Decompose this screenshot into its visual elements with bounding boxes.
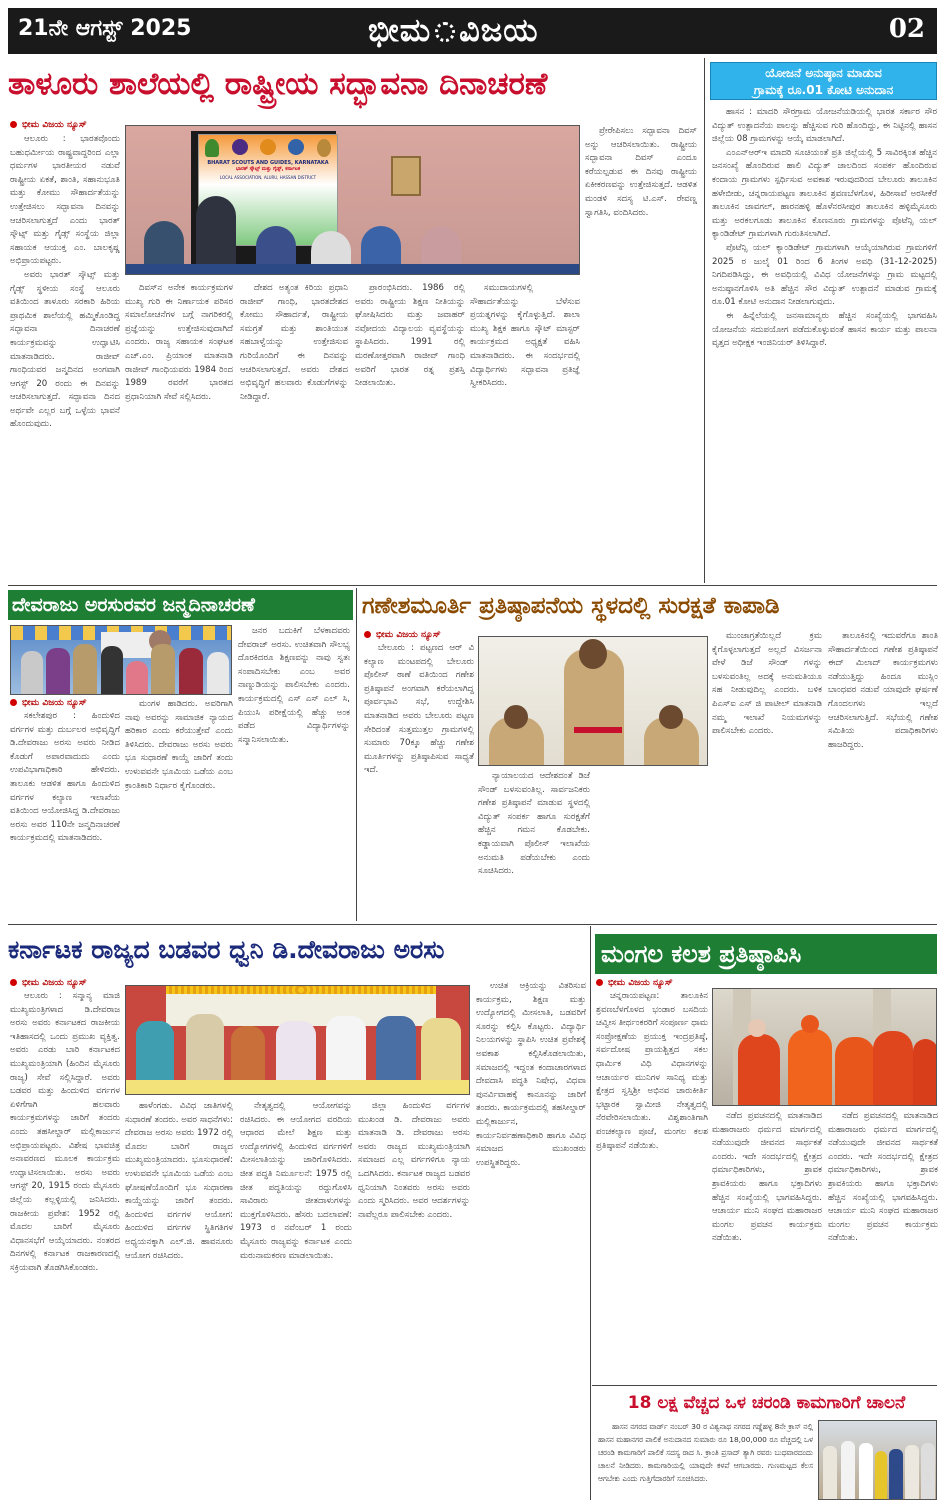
byline: ಭೀಮ ವಿಜಯ ನ್ಯೂಸ್ bbox=[10, 698, 120, 708]
photo-lamp-lighting bbox=[10, 625, 232, 695]
arasu-col-4: ಜಿಲ್ಲಾ ಹಿಂದುಳಿದ ವರ್ಗಗಳ ಮುಖಂಡ ಡಿ. ದೇವರಾಜು ಅವರು ಮಾತನಾಡಿ ಡಿ. ದೇವರಾಜು ಅರಸು ಅವರು ರಾಜ್ಯದ ಮುಖ್ಯಮಂತ್ರಿಯಾಗಿ ಸಮಾಜದ ಎಲ್ಲ ವರ್ಗಗಳಿಗೂ ನ್ಯಾಯ ಒದಗಿಸಿದರು. ಕರ್ನಾಟಕ ರಾಜ್ಯದ ಬಡವರ ಧ್ವನಿಯಾಗಿ ನಿಂತವರು ಅರಸು ಅವರು ಎಂದು ಸ್ಮರಿಸಿದರು. ಅವರ ಆದರ್ಶಗಳನ್ನು ನಾವೆಲ್ಲರೂ ಪಾಲಿಸಬೇಕು ಎಂದರು. bbox=[358, 1101, 470, 1220]
headline-charandi: 18 ಲಕ್ಷ ವೆಚ್ಚದ ಒಳ ಚರಂಡಿ ಕಾಮಗಾರಿಗೆ ಚಾಲನೆ bbox=[627, 1393, 906, 1413]
mangala-col-2: ನಡೆದ ಪ್ರವಚನದಲ್ಲಿ ಮಾತನಾಡಿದ ಮಹಾರಾಜರು ಧರ್ಮದ ಮಾರ್ಗದಲ್ಲಿ ನಡೆಯುವುದೇ ಜೀವನದ ಸಾರ್ಥಕತೆ ಎಂದರು. ಇದೇ ಸಂದರ್ಭದಲ್ಲಿ ಕ್ಷೇತ್ರದ ಧರ್ಮಾಧಿಕಾರಿಗಳು, ಶ್ರಾವಕ ಶ್ರಾವಕಿಯರು ಹಾಗೂ ಭಕ್ತಾದಿಗಳು ಹೆಚ್ಚಿನ ಸಂಖ್ಯೆಯಲ್ಲಿ ಭಾಗವಹಿಸಿದ್ದರು. ಆಚಾರ್ಯ ಮುನಿ ಸಂಘದ ಮಹಾರಾಜರ ಮಂಗಲ ಪ್ರವಚನ ಕಾರ್ಯಕ್ರಮ ನಡೆಯಿತು. bbox=[712, 1111, 822, 1244]
headline-mangala: ಮಂಗಲ ಕಲಶ ಪ್ರತಿಷ್ಠಾಪಿಸಿ bbox=[595, 934, 937, 974]
mangala-col-3: ನಡೆದ ಪ್ರವಚನದಲ್ಲಿ ಮಾತನಾಡಿದ ಮಹಾರಾಜರು ಧರ್ಮದ ಮಾರ್ಗದಲ್ಲಿ ನಡೆಯುವುದೇ ಜೀವನದ ಸಾರ್ಥಕತೆ ಎಂದರು. ಇದೇ ಸಂದರ್ಭದಲ್ಲಿ ಕ್ಷೇತ್ರದ ಧರ್ಮಾಧಿಕಾರಿಗಳು, ಶ್ರಾವಕ ಶ್ರಾವಕಿಯರು ಹಾಗೂ ಭಕ್ತಾದಿಗಳು ಹೆಚ್ಚಿನ ಸಂಖ್ಯೆಯಲ್ಲಿ ಭಾಗವಹಿಸಿದ್ದರು. ಆಚಾರ್ಯ ಮುನಿ ಸಂಘದ ಮಹಾರಾಜರ ಮಂಗಲ ಪ್ರವಚನ ಕಾರ್ಯಕ್ರಮ ನಡೆಯಿತು. bbox=[828, 1111, 938, 1244]
byline: ಭೀಮ ವಿಜಯ ನ್ಯೂಸ್ bbox=[364, 630, 474, 640]
taluru-col-4: ಪ್ರಾರಂಭಿಸಿದರು. 1986 ರಲ್ಲಿ ಅವರು ರಾಷ್ಟ್ರೀಯ ಶಿಕ್ಷಣ ನೀತಿಯನ್ನು ಘೋಷಿಸಿದರು ಮತ್ತು ಜವಾಹರ್ ನವೋದಯ ವಿದ್ಯಾಲಯ ವ್ಯವಸ್ಥೆಯನ್ನು ಸ್ಥಾಪಿಸಿದರು. 1991 ರಲ್ಲಿ ಮರಣೋತ್ತರವಾಗಿ ರಾಜೀವ್ ಗಾಂಧಿ ಅವರಿಗೆ ಭಾರತ ರತ್ನ ಪ್ರಶಸ್ತಿ ನೀಡಲಾಯಿತು. bbox=[355, 283, 465, 389]
title-right: ವಿಜಯ bbox=[459, 11, 539, 49]
ganesha-col-3: ಮುಂಜಾಗ್ರತೆಯಿಲ್ಲದೆ ಕ್ರಮ ಕೈಗೊಳ್ಳಲಾಗುತ್ತದೆ ಅಲ್ಲದೆ ವಿಸರ್ಜನಾ ವೇಳೆ ಡಿಜೆ ಸೌಂಡ್ ಗಳನ್ನು ಬಳಸುವಂತಿಲ್ಲ ಅದಕ್ಕೆ ಅನುಮತಿಯೂ ಸಹ ನೀಡುವುದಿಲ್ಲ ಎಂದರು. ಬಳಿಕ ಪಿಎಸ್‌ಐ ಎಸ್ ಜಿ ಪಾಟೀಲ್ ಮಾತನಾಡಿ ನಮ್ಮ ಇಲಾಖೆ ನಿಯಮಗಳನ್ನು ಪಾಲಿಸಬೇಕು ಎಂದರು. bbox=[712, 631, 822, 737]
newspaper-title bbox=[368, 11, 539, 50]
ganesha-col-2: ನ್ಯಾಯಾಲಯದ ಆದೇಶದಂತೆ ಡಿಜೆ ಸೌಂಡ್ ಬಳಸುವಂತಿಲ್ಲ. ಸಾರ್ವಜನಿಕರು ಗಣೇಶ ಪ್ರತಿಷ್ಠಾಪನೆ ಮಾಡುವ ಸ್ಥಳದಲ್ಲಿ ವಿದ್ಯುತ್ ಸಂಪರ್ಕ ಹಾಗೂ ಸುರಕ್ಷತೆಗೆ ಹೆಚ್ಚಿನ ಗಮನ ಕೊಡಬೇಕು. ಕಡ್ಡಾಯವಾಗಿ ಪೊಲೀಸ್ ಇಲಾಖೆಯ ಅನುಮತಿ ಪಡೆಯಬೇಕು ಎಂದು ಸೂಚಿಸಿದರು. bbox=[478, 771, 590, 877]
arasu-col-1: ಭೀಮ ವಿಜಯ ನ್ಯೂಸ್ ಆಲೂರು : ಸನ್ಮಾನ್ಯ ಮಾಜಿ ಮುಖ್ಯಮಂತ್ರಿಗಳಾದ ಡಿ.ದೇವರಾಜ ಅರಸು ಅವರು ಕರ್ನಾಟಕದ ರಾಜಕೀಯ ಇತಿಹಾಸದಲ್ಲಿ ಒಂದು ಪ್ರಮುಖ ವ್ಯಕ್ತಿತ್ವ. ಅವರು ಎರಡು ಬಾರಿ ಕರ್ನಾಟಕದ ಮುಖ್ಯಮಂತ್ರಿಯಾಗಿ (ಹಿಂದಿನ ಮೈಸೂರು ರಾಜ್ಯ) ಸೇವೆ ಸಲ್ಲಿಸಿದ್ದಾರೆ. ಅವರು ಬಡವರ ಮತ್ತು ಹಿಂದುಳಿದ ವರ್ಗಗಳ ಏಳಿಗೆಗಾಗಿ ಹಲವಾರು ಕಾರ್ಯಕ್ರಮಗಳನ್ನು ಜಾರಿಗೆ ತಂದರು ಎಂದು ತಹಸೀಲ್ದಾರ್ ಮಲ್ಲಿಕಾರ್ಜುನ ಅಭಿಪ್ರಾಯಪಟ್ಟರು. ವಿಶೇಷ ಭಾವಚಿತ್ರ ಅನಾವರಣದ ಮೂಲಕ ಕಾರ್ಯಕ್ರಮ ಉದ್ಘಾಟಿಸಲಾಯಿತು. ಅರಸು ಅವರು ಆಗಸ್ಟ್ 20, 1915 ರಂದು ಮೈಸೂರು ಜಿಲ್ಲೆಯ ಕಲ್ಲಳ್ಳಿಯಲ್ಲಿ ಜನಿಸಿದರು. ರಾಜಕೀಯ ಪ್ರವೇಶ: 1952 ರಲ್ಲಿ ಮೊದಲ ಬಾರಿಗೆ ಮೈಸೂರು ವಿಧಾನಸಭೆಗೆ ಆಯ್ಕೆಯಾದರು. ನಂತರದ ದಿನಗಳಲ್ಲಿ ಕರ್ನಾಟಕ ರಾಜಕಾರಣದಲ್ಲಿ ಸಕ್ರಿಯವಾಗಿ ತೊಡಗಿಸಿಕೊಂಡರು. bbox=[10, 978, 120, 1273]
arasu-col-5: ಉಚಿತ ಆಕ್ರಿಯನ್ನು ವಿತರಿಸುವ ಕಾರ್ಯಕ್ರಮ, ಶಿಕ್ಷಣ ಮತ್ತು ಉದ್ಯೋಗದಲ್ಲಿ ಮೀಸಲಾತಿ, ಬಡವರಿಗೆ ಸೂರನ್ನು ಕಲ್ಪಿಸಿ ಕೊಟ್ಟರು. ವಿದ್ಯಾರ್ಥಿ ನಿಲಯಗಳನ್ನು ಸ್ಥಾಪಿಸಿ ಉಚಿತ ಪ್ರವೇಶಕ್ಕೆ ಅವಕಾಶ ಕಲ್ಪಿಸಿಕೊಡಲಾಯಿತು, ಸಮಾಜದಲ್ಲಿ ಇದ್ದಂತ ಕಂದಾಚಾರಗಳಾದ ದೇವದಾಸಿ ಪದ್ಧತಿ ನಿಷೇಧ, ವಿಧವಾ ಪುನರ್ವಿವಾಹಕ್ಕೆ ಕಾನೂನನ್ನು ಜಾರಿಗೆ ತಂದರು. ಕಾರ್ಯಕ್ರಮದಲ್ಲಿ ತಹಸೀಲ್ದಾರ್ ಮಲ್ಲಿಕಾರ್ಜುನ, ಕಾರ್ಯನಿರ್ವಹಣಾಧಿಕಾರಿ ಹಾಗೂ ವಿವಿಧ ಸಮಾಜದ ಮುಖಂಡರು ಉಪಸ್ಥಿತರಿದ್ದರು. bbox=[476, 981, 586, 1168]
banner-text-kn: ಭಾರತ್ ಸ್ಕೌಟ್ಸ್ ಮತ್ತು ಗೈಡ್ಸ್, ಕರ್ನಾಟಕ bbox=[235, 166, 301, 172]
headline-yojane: ಯೋಜನೆ ಅನುಷ್ಠಾನ ಮಾಡುವ ಗ್ರಾಮಕ್ಕೆ ರೂ.01 ಕೋಟಿ ಅನುದಾನ bbox=[710, 62, 937, 100]
banner-text-en: BHARAT SCOUTS AND GUIDES, KARNATAKA bbox=[207, 160, 329, 166]
byline: ಭೀಮ ವಿಜಯ ನ್ಯೂಸ್ bbox=[10, 120, 120, 130]
headline-ganesha: ಗಣೇಶಮೂರ್ತಿ ಪ್ರತಿಷ್ಠಾಪನೆಯ ಸ್ಥಳದಲ್ಲಿ ಸುರಕ್ಷತೆ ಕಾಪಾಡಿ bbox=[362, 593, 780, 619]
photo-monks bbox=[712, 988, 937, 1106]
taluru-col-3: ದೇಶದ ಅತ್ಯಂತ ಕಿರಿಯ ಪ್ರಧಾನಿ ರಾಜೀವ್ ಗಾಂಧಿ, ಭಾರತದೇಶದ ಕೋಮು ಸೌಹಾರ್ದತೆ, ರಾಷ್ಟ್ರೀಯ ಸಮಗ್ರತೆ ಮತ್ತು ಶಾಂತಿಯುತ ಸಹಬಾಳ್ವೆಯನ್ನು ಉತ್ತೇಜಿಸುವ ಗುರಿಯೊಂದಿಗೆ ಈ ದಿನವನ್ನು ಆಚರಿಸಲಾಗುತ್ತದೆ. ಅವರು ದೇಶದ ಅಭಿವೃದ್ಧಿಗೆ ಹಲವಾರು ಕೊಡುಗೆಗಳನ್ನು ನೀಡಿದ್ದಾರೆ. bbox=[240, 283, 348, 402]
byline: ಭೀಮ ವಿಜಯ ನ್ಯೂಸ್ bbox=[10, 978, 120, 988]
taluru-col-6: ಪ್ರೇರೇಪಿಸಲು ಸದ್ಭಾವನಾ ದಿವಸ್ ಅನ್ನು ಆಚರಿಸಲಾಯಿತು. ರಾಷ್ಟ್ರೀಯ ಸದ್ಭಾವನಾ ದಿವಸ್ ಎಂದೂ ಕರೆಯಲ್ಪಡುವ ಈ ದಿನವು ರಾಷ್ಟ್ರೀಯ ಏಕೀಕರಣವನ್ನು ಉತ್ತೇಜಿಸುತ್ತದೆ. ಆಡಳಿತ ಮಂಡಳಿ ಸದಸ್ಯ ಟಿ.ಎಸ್. ರೇವಣ್ಣ ಸ್ವಾಗತಿಸಿ, ವಂದಿಸಿದರು. bbox=[585, 126, 697, 218]
taluru-text-1b: ಅವರು ಭಾರತ್ ಸ್ಕೌಟ್ಸ್ ಮತ್ತು ಗೈಡ್ಸ್ ಸ್ಥಳೀಯ ಸಂಸ್ಥೆ ಆಲೂರು ವತಿಯಿಂದ ತಾಳೂರು ಸರಕಾರಿ ಹಿರಿಯ ಪ್ರಾಥಮಿಕ ಶಾಲೆಯಲ್ಲಿ ಹಮ್ಮಿಕೊಂಡಿದ್ದ ಸದ್ಭಾವನಾ ದಿನಾಚರಣೆ ಕಾರ್ಯಕ್ರಮವನ್ನು ಉದ್ಘಾಟಿಸಿ ಮಾತನಾಡಿದರು. ರಾಜೀವ್ ಗಾಂಧಿಯವರ ಜನ್ಮದಿನದ ಅಂಗವಾಗಿ ಆಗಸ್ಟ್ 20 ರಂದು ಈ ದಿನವನ್ನು ಆಚರಿಸಲಾಗುತ್ತದೆ. ಸದ್ಭಾವನಾ ದಿನದ ಅರ್ಥವೇ ಎಲ್ಲರ ಬಗ್ಗೆ ಒಳ್ಳೆಯ ಭಾವನೆ ಹೊಂದುವುದು. bbox=[10, 269, 120, 430]
charandi-body: ಹಾಸನ ನಗರದ ವಾರ್ಡ್ ನಂಬರ್ 30 ರ ವಿಶ್ವನಾಥ ನಗರದ ಗಡ್ಡೆಹಳ್ಳ 8ನೇ ಕ್ರಾಸ್ ನಲ್ಲಿ ಹಾಸನ ಮಹಾನಗರ ಪಾಲಿಕೆ ಅನುದಾನದ ಸುಮಾರು ರೂ 18,00,000 ರೂ ವೆಚ್ಚದಲ್ಲಿ ಒಳ ಚರಂಡಿ ಕಾಮಗಾರಿಗೆ ಪಾಲಿಕೆ ಸದಸ್ಯ ರಾದ ಸಿ. ಕ್ರಾಂತಿ ಪ್ರಸಾದ್ ತ್ಯಾಗಿ ರವರು ಬುಧವಾರದಂದು ಚಾಲನೆ ನೀಡಿದರು. ಕಾಮಗಾರಿಯಲ್ಲಿ ಯಾವುದೇ ಕಳಪೆ ಆಗಬಾರದು. ಗುಣಮಟ್ಟದ ಕೆಲಸ ಆಗಬೇಕು ಎಂದು ಗುತ್ತಿಗೆದಾರರಿಗೆ ಸೂಚಿಸಿದರು. bbox=[598, 1422, 813, 1483]
ganesha-col-4: ತಾಲೂಕಿನಲ್ಲಿ ಇದುವರೆಗೂ ಶಾಂತಿ ಸೌಹಾರ್ದತೆಯಿಂದ ಗಣೇಶ ಪ್ರತಿಷ್ಠಾಪನೆ ಈದ್ ಮಿಲಾದ್ ಕಾರ್ಯಕ್ರಮಗಳು ನಡೆಯುತ್ತಿದ್ದು ಹಿಂದೂ ಮುಸ್ಲಿಂ ಬಾಂಧವರ ನಡುವೆ ಯಾವುದೇ ಘರ್ಷಣೆ ಗೊಂದಲಗಳು ಇಲ್ಲದೆ ಆಚರಿಸಲಾಗುತ್ತಿದೆ. ಸಭೆಯಲ್ಲಿ ಗಣೇಶ ಸಮಿತಿಯ ಪದಾಧಿಕಾರಿಗಳು ಹಾಜರಿದ್ದರು. bbox=[828, 631, 938, 750]
photo-drainage-work bbox=[818, 1420, 937, 1500]
banner-text-local: LOCAL ASSOCIATION, ALURU, HASSAN DISTRICT bbox=[219, 175, 317, 180]
taluru-col-5: ಸಮುದಾಯಗಳಲ್ಲಿ ಸೌಹಾರ್ದತೆಯನ್ನು ಬೆಳೆಸುವ ಪ್ರಯತ್ನಗಳನ್ನು ಕೈಗೊಳ್ಳುತ್ತಿದೆ. ಶಾಲಾ ಮುಖ್ಯ ಶಿಕ್ಷಕ ಹಾಗೂ ಸ್ಕೌಟ್ ಮಾಸ್ಟರ್ ಕಾರ್ಯಕ್ರಮದ ಅಧ್ಯಕ್ಷತೆ ವಹಿಸಿ ಮಾತನಾಡಿದರು. ಈ ಸಂದರ್ಭದಲ್ಲಿ ವಿದ್ಯಾರ್ಥಿಗಳು ಸದ್ಭಾವನಾ ಪ್ರತಿಜ್ಞೆ ಸ್ವೀಕರಿಸಿದರು. bbox=[470, 283, 580, 389]
photo-police-meeting bbox=[478, 636, 708, 766]
devaraju-col-1: ಭೀಮ ವಿಜಯ ನ್ಯೂಸ್ ಸಕಲೇಶಪುರ : ಹಿಂದುಳಿದ ವರ್ಗಗಳ ಮತ್ತು ದುರ್ಬಲರ ಅಭಿವೃದ್ಧಿಗೆ ಡಿ.ದೇವರಾಜು ಅರಸು ಅವರು ನೀಡಿದ ಕೊಡುಗೆ ಅಪಾರವಾದುದು ಎಂದು ಉಪವಿಭಾಗಾಧಿಕಾರಿ ಹೇಳಿದರು. ತಾಲೂಕು ಆಡಳಿತ ಹಾಗೂ ಹಿಂದುಳಿದ ವರ್ಗಗಳ ಕಲ್ಯಾಣ ಇಲಾಖೆಯ ವತಿಯಿಂದ ಆಯೋಜಿಸಿದ್ದ ಡಿ.ದೇವರಾಜು ಅರಸು ಅವರ 110ನೇ ಜನ್ಮದಿನಾಚರಣೆ ಕಾರ್ಯಕ್ರಮದಲ್ಲಿ ಮಾತನಾಡಿದರು. bbox=[10, 698, 120, 844]
yojane-body: ಹಾಸನ : ಮಾದರಿ ಸೌರಗ್ರಾಮ ಯೋಜನೆಯಡಿಯಲ್ಲಿ ಭಾರತ ಸರ್ಕಾರ ಸೌರ ವಿದ್ಯುತ್ ಉತ್ಪಾದನೆಯ ಪಾಲನ್ನು ಹೆಚ್ಚಿಸುವ ಗುರಿ ಹೊಂದಿದ್ದು, ಈ ನಿಟ್ಟಿನಲ್ಲಿ ಹಾಸನ ಜಿಲ್ಲೆಯ 08 ಗ್ರಾಮಗಳನ್ನು ಆಯ್ಕೆ ಮಾಡಲಾಗಿದೆ. ಎಂಎನ್‌ಆರ್‌ಇ ಮಾದರಿ ಸೂಚಿಯಂತೆ ಪ್ರತಿ ಜಿಲ್ಲೆಯಲ್ಲಿ 5 ಸಾವಿರಕ್ಕಿಂತ ಹೆಚ್ಚಿನ ಜನಸಂಖ್ಯೆ ಹೊಂದಿರುವ ಹಾಲಿ ವಿದ್ಯುತ್ ಜಾಲದಿಂದ ಸಂಪರ್ಕ ಹೊಂದಿರುವ ಕಂದಾಯ ಗ್ರಾಮಗಳು ಸ್ಪರ್ಧಿಸುವ ಅವಕಾಶ ಇರುವುದರಿಂದ ಬೇಲೂರು ತಾಲೂಕಿನ ಹಳೇಬೀಡು, ಚನ್ನರಾಯಪಟ್ಟಣ ತಾಲೂಕಿನ ಶ್ರವಣಬೆಳಗೊಳ, ಹಿರೀಸಾವೆ ಅರಸೀಕೆರೆ ತಾಲೂಕಿನ ಜಾವಗಲ್, ಹಾರನಹಳ್ಳಿ ಹೊಳೆನರಸೀಪುರ ತಾಲೂಕಿನ ಹಳ್ಳಿಮೈಸೂರು ಮತ್ತು ಅರಕಲಗೂಡು ತಾಲೂಕಿನ ಕೊಣನೂರು ಗ್ರಾಮಗಳನ್ನು ಪೊಟೆನ್ಸಿ ಯಲ್ ಕ್ಯಾಂಡಿಡೇಟ್ ಗ್ರಾಮಗಳಾಗಿ ಗುರುತಿಸಲಾಗಿದೆ. ಪೊಟೆನ್ಸಿ ಯಲ್ ಕ್ಯಾಂಡಿಡೇಟ್ ಗ್ರಾಮಗಳಾಗಿ ಆಯ್ಕೆಯಾಗಿರುವ ಗ್ರಾಮಗಳಿಗೆ 2025 ರ ಜುಲೈ 01 ರಿಂದ 6 ತಿಂಗಳ ಅವಧಿ (31-12-2025) ನಿಗದಿಪಡಿಸಿದ್ದು, ಈ ಅವಧಿಯಲ್ಲಿ ವಿವಿಧ ಯೋಜನೆಗಳನ್ನು ಗ್ರಾಮ ಮಟ್ಟದಲ್ಲಿ ಅನುಷ್ಠಾನಗೊಳಿಸಿ ಅತಿ ಹೆಚ್ಚಿನ ಸೌರ ವಿದ್ಯುತ್ ಉತ್ಪಾದನೆ ಮಾಡುವ ಗ್ರಾಮಕ್ಕೆ ರೂ.01 ಕೋಟಿ ಅನುದಾನ ನೀಡಲಾಗುವುದು. ಈ ಹಿನ್ನೆಲೆಯಲ್ಲಿ ಜನಸಾಮಾನ್ಯರು ಹೆಚ್ಚಿನ ಸಂಖ್ಯೆಯಲ್ಲಿ ಭಾಗವಹಿಸಿ ಯೋಜನೆಯ ಸದುಪಯೋಗ ಪಡೆದುಕೊಳ್ಳುವಂತೆ ಹಾಸನ ಕಾರ್ಯ ಮತ್ತು ಪಾಲನಾ ವೃತ್ತದ ಅಧೀಕ್ಷಕ ಇಂಜಿನಿಯರ್ ತಿಳಿಸಿದ್ದಾರೆ. bbox=[712, 107, 937, 349]
mangala-col-1: ಭೀಮ ವಿಜಯ ನ್ಯೂಸ್ ಚನ್ನರಾಯಪಟ್ಟಣ: ತಾಲೂಕಿನ ಶ್ರವಣಬೆಳಗೊಳದ ಭಂಡಾರ ಬಸದಿಯ ಚವ್ವೀಸ ತೀರ್ಥಂಕರರಿಗೆ ಸಂಪೂರ್ಣ ಧಾಮ ಸಂಪ್ರೋಕ್ಷಣೆಯ ಪ್ರಯುಕ್ತ ಇಂದ್ರಪ್ರತಿಷ್ಠೆ, ಸರ್ವದೋಷ ಪ್ರಾಯಶ್ಚಿತ್ತದ ಸಕಲ ಧಾರ್ಮಿಕ ವಿಧಿ ವಿಧಾನಗಳನ್ನು ಆಚಾರ್ಯರ ಮುನಿಗಳ ಸಾನಿಧ್ಯ ಮತ್ತು ಕ್ಷೇತ್ರದ ಸ್ವಸ್ತಿಶ್ರೀ ಅಭಿನವ ಚಾರುಕೀರ್ತಿ ಭಟ್ಟಾರಕ ಸ್ವಾಮೀಜಿ ನೇತೃತ್ವದಲ್ಲಿ ನೆರವೇರಿಸಲಾಯಿತು. ವಿಶ್ವಶಾಂತಿಗಾಗಿ ಪಂಚಕಲ್ಯಾಣ ಪೂಜೆ, ಮಂಗಲ ಕಲಶ ಪ್ರತಿಷ್ಠಾಪನೆ ನಡೆಯಿತು. bbox=[596, 978, 708, 1151]
byline: ಭೀಮ ವಿಜಯ ನ್ಯೂಸ್ bbox=[596, 978, 708, 988]
headline-devaraju-jayanti: ದೇವರಾಜು ಅರಸುರವರ ಜನ್ಮದಿನಾಚರಣೆ bbox=[8, 590, 353, 620]
taluru-col-1 bbox=[10, 120, 120, 580]
taluru-text-1: ಆಲೂರು : ಭಾರತವೊಂದು ಬಹುಧರ್ಮೀಯ ರಾಷ್ಟ್ರವಾದ್ದರಿಂದ ಎಲ್ಲಾ ಧರ್ಮಗಳ ಭಾರತೀಯರ ನಡುವೆ ರಾಷ್ಟ್ರೀಯ ಏಕತೆ, ಶಾಂತಿ, ಸಹಾನುಭೂತಿ ಮತ್ತು ಕೋಮು ಸೌಹಾರ್ದತೆಯನ್ನು ಉತ್ತೇಜಿಸಲು ಸದ್ಭಾವನಾ ದಿನವನ್ನು ಆಚರಿಸಲಾಗುತ್ತದೆ ಎಂದು ಭಾರತ್ ಸ್ಕೌಟ್ಸ್ ಮತ್ತು ಗೈಡ್ಸ್ ಸಂಸ್ಥೆಯ ಜಿಲ್ಲಾ ಸಹಾಯಕ ಆಯುಕ್ತ ಎಂ. ಬಾಲಕೃಷ್ಣ ಅಭಿಪ್ರಾಯಪಟ್ಟರು. bbox=[10, 134, 120, 267]
photo-scouts-event bbox=[125, 125, 580, 275]
title-left: ಭೀಮ bbox=[368, 11, 432, 49]
arasu-col-3: ನೇತೃತ್ವದಲ್ಲಿ ಆಯೋಗವನ್ನು ರಚಿಸಿದರು. ಈ ಆಯೋಗದ ವರದಿಯ ಆಧಾರದ ಮೇಲೆ ಶಿಕ್ಷಣ ಮತ್ತು ಉದ್ಯೋಗಗಳಲ್ಲಿ ಹಿಂದುಳಿದ ವರ್ಗಗಳಿಗೆ ಮೀಸಲಾತಿಯನ್ನು ಜಾರಿಗೊಳಿಸಿದರು. ಜೀತ ಪದ್ಧತಿ ನಿರ್ಮೂಲನೆ: 1975 ರಲ್ಲಿ ಜೀತ ಪದ್ಧತಿಯನ್ನು ರದ್ದುಗೊಳಿಸಿ ಸಾವಿರಾರು ಜೀತದಾಳುಗಳನ್ನು ಮುಕ್ತಗೊಳಿಸಿದರು. ಹೆಸರು ಬದಲಾವಣೆ: 1973 ರ ನವೆಂಬರ್ 1 ರಂದು ಮೈಸೂರು ರಾಜ್ಯವನ್ನು ಕರ್ನಾಟಕ ಎಂದು ಮರುನಾಮಕರಣ ಮಾಡಲಾಯಿತು. bbox=[240, 1101, 352, 1261]
arasu-col-2: ಹಾಳೆಂಗಡು. ವಿವಿಧ ಜಾತಿಗಳಲ್ಲಿ ಸುಧಾರಣೆ ತಂದರು. ಅವರ ಸಾಧನೆಗಳು: ದೇವರಾಜ ಅರಸು ಅವರು 1972 ರಲ್ಲಿ ಮೊದಲ ಬಾರಿಗೆ ರಾಜ್ಯದ ಮುಖ್ಯಮಂತ್ರಿಯಾದರು. ಭೂಸುಧಾರಣೆ: ಉಳುವವನೇ ಭೂಮಿಯ ಒಡೆಯ ಎಂಬ ಘೋಷಣೆಯೊಂದಿಗೆ ಭೂ ಸುಧಾರಣಾ ಕಾಯ್ದೆಯನ್ನು ಜಾರಿಗೆ ತಂದರು. ಹಿಂದುಳಿದ ವರ್ಗಗಳ ಆಯೋಗ: ಹಿಂದುಳಿದ ವರ್ಗಗಳ ಸ್ಥಿತಿಗತಿಗಳ ಅಧ್ಯಯನಕ್ಕಾಗಿ ಎಲ್.ಜಿ. ಹಾವನೂರು ಆಯೋಗ ರಚಿಸಿದರು. bbox=[125, 1101, 233, 1261]
headline-arasu: ಕರ್ನಾಟಕ ರಾಜ್ಯದ ಬಡವರ ಧ್ವನಿ ಡಿ.ದೇವರಾಜು ಅರಸು bbox=[8, 935, 445, 964]
devaraju-col-3: ಜನರ ಬದುಕಿಗೆ ಬೆಳಕಾದವರು ದೇವರಾಜ್ ಅರಸು. ಉಚಿತವಾಗಿ ಸೌಲಭ್ಯ ದೊರಕಿದರೂ ಶಿಕ್ಷಣವನ್ನು ನಾವು ಸ್ವತಃ ಸಂಪಾದಿಸಬೇಕು ಎಂಬ ಅವರ ನಾಣ್ನುಡಿಯನ್ನು ಪಾಲಿಸಬೇಕು ಎಂದರು. ಕಾರ್ಯಕ್ರಮದಲ್ಲಿ ಎಸ್ ಎಸ್ ಎಲ್ ಸಿ, ಪಿಯುಸಿ ಪರೀಕ್ಷೆಯಲ್ಲಿ ಹೆಚ್ಚು ಅಂಕ ಪಡೆದ ವಿದ್ಯಾರ್ಥಿಗಳನ್ನು ಸನ್ಮಾನಿಸಲಾಯಿತು. bbox=[238, 626, 350, 745]
page-number: 02 bbox=[888, 14, 925, 44]
issue-date: 21ನೇ ಆಗಸ್ಟ್ 2025 bbox=[18, 16, 192, 41]
ashoka-chakra-icon bbox=[435, 22, 455, 42]
devaraju-col-2: ಮಂಗಳ ಹಾಡಿದರು. ಅವರಿಗಾಗಿ ನಾವು ಅವರನ್ನು ಸಾಮಾಜಿಕ ನ್ಯಾಯದ ಹರಿಕಾರ ಎಂದು ಕರೆಯುತ್ತೇವೆ ಎಂದು ತಿಳಿಸಿದರು. ದೇವರಾಜು ಅರಸು ಅವರು ಭೂ ಸುಧಾರಣೆ ಕಾಯ್ದೆ ಜಾರಿಗೆ ತಂದು ಉಳುವವನೇ ಭೂಮಿಯ ಒಡೆಯ ಎಂಬ ಕ್ರಾಂತಿಕಾರಿ ನಿರ್ಧಾರ ಕೈಗೊಂಡರು. bbox=[125, 699, 233, 791]
photo-arasu-event bbox=[125, 985, 470, 1095]
headline-taluru: ತಾಳೂರು ಶಾಲೆಯಲ್ಲಿ ರಾಷ್ಟ್ರೀಯ ಸದ್ಭಾವನಾ ದಿನಾಚರಣೆ bbox=[8, 66, 548, 102]
taluru-col-2: ದಿವಸ್‌ನ ಅನೇಕ ಕಾರ್ಯಕ್ರಮಗಳ ಮುಖ್ಯ ಗುರಿ ಈ ನಿರ್ಣಾಯಕ ಪರಿಸರ ಸಮಾಲೋಚನೆಗಳ ಬಗ್ಗೆ ನಾಗರಿಕರಲ್ಲಿ ಪ್ರಜ್ಞೆಯನ್ನು ಉತ್ತೇಜಿಸುವುದಾಗಿದೆ ಎಂದರು. ರಾಜ್ಯ ಸಹಾಯಕ ಸಂಘಟಕ ಎಚ್.ಎಂ. ಪ್ರಿಯಾಂಕ ಮಾತನಾಡಿ ರಾಜೀವ್ ಗಾಂಧಿಯವರು 1984 ರಿಂದ 1989 ರವರೆಗೆ ಭಾರತದ ಪ್ರಧಾನಿಯಾಗಿ ಸೇವೆ ಸಲ್ಲಿಸಿದರು. bbox=[125, 283, 233, 402]
ganesha-col-1: ಭೀಮ ವಿಜಯ ನ್ಯೂಸ್ ಬೇಲೂರು : ಪಟ್ಟಣದ ಆರ್ ವಿ ಕಲ್ಯಾಣ ಮಂಟಪದಲ್ಲಿ ಬೇಲೂರು ಪೊಲೀಸ್ ಠಾಣೆ ವತಿಯಿಂದ ಗಣೇಶ ಪ್ರತಿಷ್ಠಾಪನೆ ಅಂಗವಾಗಿ ಕರೆಯಲಾಗಿದ್ದ ಪೂರ್ವಭಾವಿ ಸಭೆ, ಉದ್ದೇಶಿಸಿ ಮಾತನಾಡಿದ ಅವರು ಬೇಲೂರು ಪಟ್ಟಣ ಸೇರಿದಂತೆ ಸುತ್ತಮುತ್ತಲ ಗ್ರಾಮಗಳಲ್ಲಿ ಸುಮಾರು 70ಕ್ಕೂ ಹೆಚ್ಚು ಗಣೇಶ ಮೂರ್ತಿಗಳನ್ನು ಪ್ರತಿಷ್ಠಾಪಿಸುವ ಸಾಧ್ಯತೆ ಇದೆ. bbox=[364, 630, 474, 776]
masthead bbox=[8, 8, 937, 54]
